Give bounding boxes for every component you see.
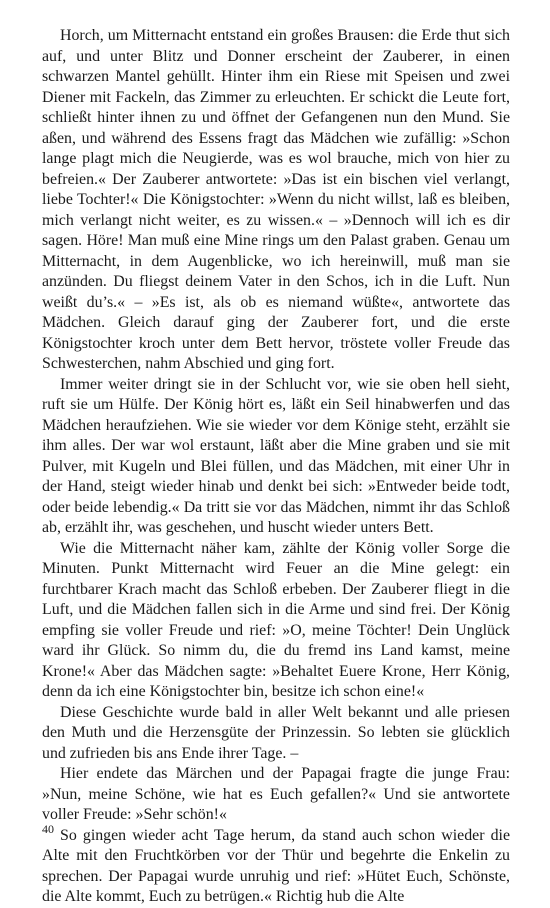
paragraph: So gingen wieder acht Tage herum, da stand auch schon wieder die Alte mit den Fruchtkörben vor der Thür und begehrte die Enkelin zu sprechen. Der Papagai wurde unruhig und rief: »Hütet Euch, Schönste, die Alte kommt, Euch zu betrügen.« Richtig hub die Alte xyxy=(42,826,510,905)
paragraph: Diese Geschichte wurde bald in aller Welt bekannt und alle priesen den Muth und die Herzensgüte der Prinzessin. So lebten sie glücklich und zufrieden bis ans Ende ihrer Tage. – xyxy=(42,703,510,762)
body-text xyxy=(42,26,510,908)
paragraph: Hier endete das Märchen und der Papagai fragte die junge Frau: »Nun, meine Schöne, wie hat es Euch gefallen?« Und sie antwortete voller Freude: »Sehr schön!« xyxy=(42,765,510,823)
page-number: 40 xyxy=(42,822,54,836)
paragraph: Immer weiter dringt sie in der Schlucht vor, wie sie oben hell sieht, ruft sie um Hülfe. Der König hört es, läßt ein Seil hinabwerfen und das Mädchen heraufziehen. Wie sie wieder vor dem Könige steht, erzählt sie ihm alles. Der war wol erstaunt, läßt aber die Mine graben und sie mit Pulver, mit Kugeln und Blei füllen, und das Mädchen, mit einer Uhr in der Hand, steigt wieder hinab und denkt bei sich: »Entweder beide todt, oder beide lebendig.« Da tritt sie vor das Mädchen, nimmt ihr das Schloß ab, erzählt ihr, was geschehen, und huscht wieder unters Bett. xyxy=(42,375,510,536)
paragraph: Horch, um Mitternacht entstand ein großes Brausen: die Erde thut sich auf, und unter Blitz und Donner erscheint der Zauberer, in einen schwarzen Mantel gehüllt. Hinter ihm ein Riese mit Speisen und zwei Diener mit Fackeln, das Zimmer zu erleuchten. Er schickt die Leute fort, schließt hinter ihnen zu und öffnet der Gefangenen nun den Mund. Sie aßen, und während des Essens fragt das Mädchen wie zufällig: »Schon lange plagt mich die Neugierde, was es wol brauche, mich von hier zu befreien.« Der Zauberer antwortete: »Das ist ein bischen viel verlangt, liebe Tochter!« Die Königstochter: »Wenn du nicht willst, laß es bleiben, mich verlangt nicht weiter, es zu wissen.« – »Dennoch will ich es dir sagen. Höre! Man muß eine Mine rings um den Palast graben. Genau um Mitternacht, in dem Augenblicke, wo ich hereinwill, muß man sie anzünden. Du fliegst deinem Vater in den Schos, ich in die Luft. Nun weißt du’s.« – »Es ist, als ob es niemand wüßte«, antwortete das Mädchen. Gleich darauf ging der Zauberer fort, und die erste Königstochter kroch unter dem Bett hervor, tröstete voller Freude das Schwesterchen, nahm Abschied und ging fort. xyxy=(42,27,510,372)
paragraph: Wie die Mitternacht näher kam, zählte der König voller Sorge die Minuten. Punkt Mitternacht wird Feuer an die Mine gelegt: ein furchtbarer Krach macht das Schloß erbeben. Der Zauberer fliegt in die Luft, und die Mädchen fallen sich in die Arme und sind frei. Der König empfing sie voller Freude und rief: »O, meine Töchter! Dein Unglück ward ihr Glück. So nimm du, die du fremd ins Land kamst, meine Krone!« Aber das Mädchen sagte: »Behaltet Euere Krone, Herr König, denn da ich eine Königstochter bin, besitze ich schon eine!« xyxy=(42,539,510,700)
